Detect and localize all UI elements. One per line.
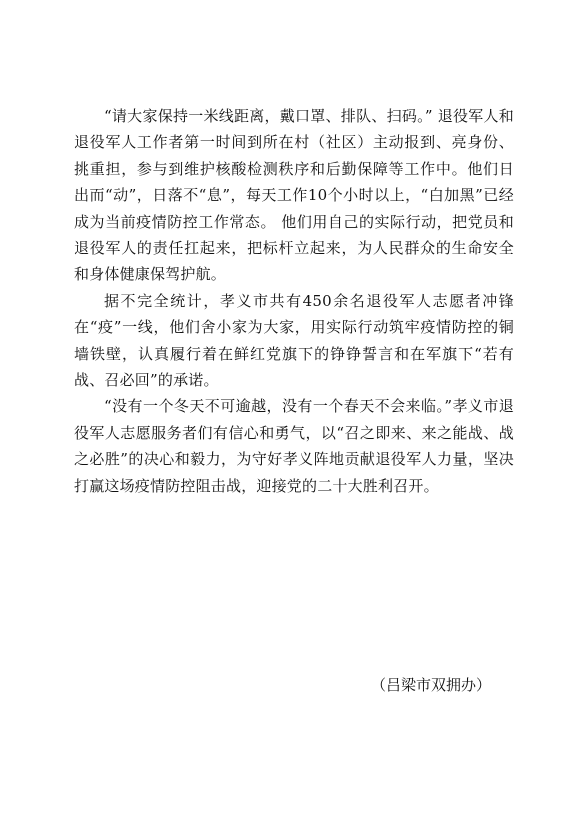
- paragraph-1: “请大家保持一米线距离，戴口罩、排队、扫码。” 退役军人和退役军人工作者第一时间到所在村（社区）主动报到、亮身份、挑重担，参与到维护核酸检测秩序和后勤保障等工作中。他们日出而“动”，日落不“息”，每天工作10个小时以上，“白加黑”已经成为当前疫情防控工作常态。 他们用自己的实际行动，把党员和退役军人的责任扛起来，把标杆立起来，为人民群众的生命安全和身体健康保驾护航。: [74, 107, 514, 284]
- article-body: [74, 103, 514, 499]
- paragraph-2: 据不完全统计，孝义市共有450余名退役军人志愿者冲锋在“疫”一线，他们舍小家为大家，用实际行动筑牢疫情防控的铜墙铁壁，认真履行着在鲜红党旗下的铮铮誓言和在军旗下“若有战、召必回”的承诺。: [74, 291, 514, 390]
- source-signature: （吕梁市双拥办）: [370, 676, 491, 694]
- paragraph-3: “没有一个冬天不可逾越，没有一个春天不会来临。”孝义市退役军人志愿服务者们有信心和勇气，以“召之即来、来之能战、战之必胜”的决心和毅力，为守好孝义阵地贡献退役军人力量，坚决打赢这场疫情防控阻击战，迎接党的二十大胜利召开。: [74, 397, 514, 495]
